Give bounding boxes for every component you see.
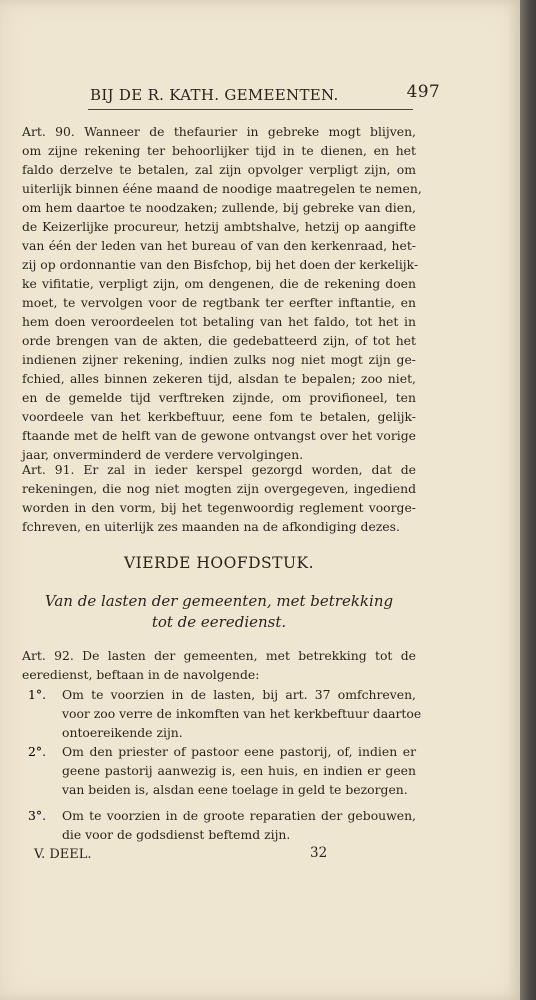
page-number: 497 [406, 82, 440, 102]
text-line: die voor de godsdienst beftemd zijn. [62, 827, 291, 842]
text-line: faldo derzelve te betalen, zal zijn opvolger verpligt zijn, om [22, 162, 416, 177]
text-line: Om te voorzien in de groote reparatien der gebouwen, [62, 808, 416, 823]
text-line: van beiden is, alsdan eene toelage in geld te bezorgen. [62, 782, 408, 797]
text-line: uiterlijk binnen ééne maand de noodige maatregelen te nemen, [22, 181, 422, 196]
text-line: orde brengen van de akten, die gedebatteerd zijn, of tot het [22, 333, 416, 348]
text-line: worden in den vorm, bij het tegenwoordig reglement voorge- [22, 500, 416, 515]
text-line: ftaande met de helft van de gewone ontvangst over het vorige [22, 428, 416, 443]
header-rule [88, 109, 413, 110]
list-item-text [62, 806, 416, 844]
text-line: Om te voorzien in de lasten, bij art. 37 omfchreven, [62, 687, 416, 702]
article-91 [22, 460, 416, 536]
text-line: Om den priester of pastoor eene pastorij, of, indien er [62, 744, 416, 759]
text-line: ke vifitatie, verpligt zijn, om dengenen, die de rekening doen [22, 276, 416, 291]
chapter-subtitle-line-2: tot de eeredienst. [151, 613, 287, 631]
text-line: Art. 90. Wanneer de thefaurier in gebreke mogt blijven, [22, 124, 416, 139]
article-92 [22, 646, 416, 684]
text-line: zij op ordonnantie van den Bisfchop, bij het doen der kerkelijk- [22, 257, 419, 272]
list-item-number: 2°. [28, 744, 47, 759]
text-line: eeredienst, beftaan in de navolgende: [22, 667, 260, 682]
article-90 [22, 122, 422, 464]
list-item-text [62, 685, 422, 742]
signature-mark: 32 [310, 845, 328, 861]
text-line: om zijne rekening ter behoorlijker tijd in te dienen, en het [22, 143, 416, 158]
page-footer [34, 847, 414, 862]
chapter-heading: VIERDE HOOFDSTUK. [123, 554, 315, 572]
text-line: van één der leden van het bureau of van den kerkenraad, het- [22, 238, 416, 253]
page-edge [520, 0, 536, 1000]
text-line: ontoereikende zijn. [62, 725, 183, 740]
volume-label: V. DEEL. [34, 847, 92, 862]
text-line: indienen zijner rekening, indien zulks nog niet mogt zijn ge- [22, 352, 416, 367]
text-line: moet, te vervolgen voor de regtbank ter eerfter inftantie, en [22, 295, 416, 310]
text-line: om hem daartoe te noodzaken; zullende, bij gebreke van dien, [22, 200, 416, 215]
text-line: rekeningen, die nog niet mogten zijn overgegeven, ingediend [22, 481, 416, 496]
text-line: Art. 91. Er zal in ieder kerspel gezorgd worden, dat de [22, 462, 416, 477]
text-line: voordeele van het kerkbeftuur, eene fom te betalen, gelijk- [22, 409, 416, 424]
running-head [90, 82, 440, 104]
text-line: hem doen veroordeelen tot betaling van het faldo, tot het in [22, 314, 416, 329]
text-line: de Keizerlijke procureur, hetzij ambtshalve, hetzij op aangifte [22, 219, 416, 234]
text-line: voor zoo verre de inkomften van het kerkbeftuur daartoe [62, 706, 422, 721]
text-line: Art. 92. De lasten der gemeenten, met betrekking tot de [22, 648, 416, 663]
text-line: jaar, onverminderd de verdere vervolgingen. [22, 447, 304, 462]
list-item-text [62, 742, 416, 799]
chapter-subtitle-line-1: Van de lasten der gemeenten, met betrekking [44, 592, 394, 610]
list-item-number: 1°. [28, 687, 47, 702]
list-item-number: 3°. [28, 808, 47, 823]
running-title: BIJ DE R. KATH. GEMEENTEN. [90, 86, 339, 104]
text-line: geene pastorij aanwezig is, een huis, en indien er geen [62, 763, 416, 778]
text-line: fchied, alles binnen zekeren tijd, alsdan te bepalen; zoo niet, [22, 371, 416, 386]
text-line: fchreven, en uiterlijk zes maanden na de afkondiging dezes. [22, 519, 400, 534]
text-line: en de gemelde tijd verftreken zijnde, om provifioneel, ten [22, 390, 416, 405]
